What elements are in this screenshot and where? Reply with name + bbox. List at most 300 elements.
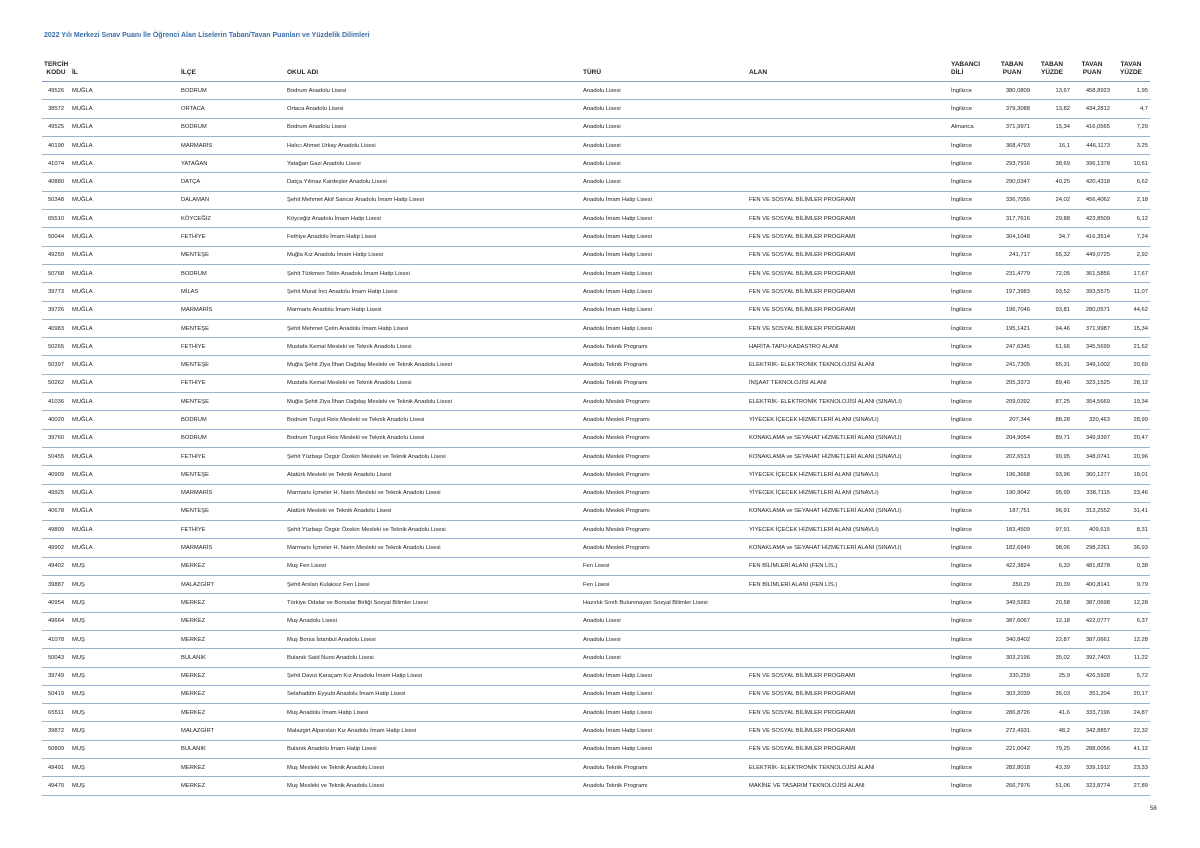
alan-cell: FEN VE SOSYAL BİLİMLER PROGRAMI	[747, 210, 949, 228]
ilce-cell: BODRUM	[179, 429, 285, 447]
alan-cell: FEN VE SOSYAL BİLİMLER PROGRAMI	[747, 283, 949, 301]
taban-puan-cell: 293,7916	[992, 155, 1032, 173]
turu-cell: Anadolu Lisesi	[581, 649, 747, 667]
okul-adi-cell: Selahaddin Eyyubi Anadolu İmam Hatip Lisesi	[285, 685, 581, 703]
turu-cell: Anadolu Teknik Programı	[581, 356, 747, 374]
tavan-yuzde-cell: 41,12	[1112, 740, 1150, 758]
turu-cell: Anadolu Teknik Programı	[581, 777, 747, 795]
taban-puan-cell: 196,7046	[992, 301, 1032, 319]
il-cell: MUĞLA	[70, 411, 179, 429]
table-row	[42, 136, 1150, 154]
tercih-kodu-cell: 40190	[42, 136, 70, 154]
taban-yuzde-cell: 22,87	[1032, 630, 1072, 648]
ilce-cell: MERKEZ	[179, 758, 285, 776]
table-row	[42, 447, 1150, 465]
il-cell: MUĞLA	[70, 502, 179, 520]
document-title: 2022 Yılı Merkezi Sınav Puanı İle Öğrenci Alan Liselerin Taban/Tavan Puanları ve Yüzdelik Dilimleri	[44, 32, 370, 39]
tavan-puan-cell: 371,9987	[1072, 319, 1112, 337]
ilce-cell: FETHİYE	[179, 374, 285, 392]
turu-cell: Anadolu Teknik Programı	[581, 374, 747, 392]
il-cell: MUĞLA	[70, 539, 179, 557]
ilce-cell: BODRUM	[179, 118, 285, 136]
tavan-yuzde-cell: 17,67	[1112, 264, 1150, 282]
table-row	[42, 191, 1150, 209]
yabanci-dili-cell: İngilizce	[949, 685, 992, 703]
tercih-kodu-cell: 49525	[42, 118, 70, 136]
il-cell: MUŞ	[70, 594, 179, 612]
yabanci-dili-cell: İngilizce	[949, 155, 992, 173]
tavan-puan-cell: 342,8857	[1072, 722, 1112, 740]
tavan-puan-cell: 416,0565	[1072, 118, 1112, 136]
tavan-puan-cell: 416,3514	[1072, 228, 1112, 246]
yabanci-dili-cell: İngilizce	[949, 173, 992, 191]
taban-yuzde-cell: 94,46	[1032, 319, 1072, 337]
ilce-cell: FETHİYE	[179, 338, 285, 356]
il-cell: MUĞLA	[70, 374, 179, 392]
ilce-cell: MARMARİS	[179, 136, 285, 154]
tercih-kodu-cell: 38572	[42, 100, 70, 118]
okul-adi-cell: Bulanık Anadolu İmam Hatip Lisesi	[285, 740, 581, 758]
ilce-cell: BODRUM	[179, 411, 285, 429]
taban-puan-cell: 196,3668	[992, 466, 1032, 484]
tavan-yuzde-cell: 1,95	[1112, 82, 1150, 100]
tavan-puan-cell: 333,7196	[1072, 704, 1112, 722]
okul-adi-cell: Şehit Türkmen Tekin Anadolu İmam Hatip Lisesi	[285, 264, 581, 282]
taban-yuzde-cell: 43,39	[1032, 758, 1072, 776]
table-row	[42, 594, 1150, 612]
alan-cell: YİYECEK İÇECEK HİZMETLERİ ALANI (SINAVLI)	[747, 466, 949, 484]
ilce-cell: MENTEŞE	[179, 466, 285, 484]
table-row	[42, 758, 1150, 776]
taban-puan-cell: 241,7305	[992, 356, 1032, 374]
okul-adi-cell: Bodrum Turgut Reis Mesleki ve Teknik Anadolu Lisesi	[285, 429, 581, 447]
yabanci-dili-cell: İngilizce	[949, 356, 992, 374]
turu-cell: Anadolu Lisesi	[581, 155, 747, 173]
tavan-puan-cell: 360,1277	[1072, 466, 1112, 484]
yabanci-dili-cell: İngilizce	[949, 447, 992, 465]
okul-adi-cell: Köyceğiz Anadolu İmam Hatip Lisesi	[285, 210, 581, 228]
tavan-yuzde-cell: 20,17	[1112, 685, 1150, 703]
tavan-puan-cell: 349,9397	[1072, 429, 1112, 447]
tercih-kodu-cell: 49902	[42, 539, 70, 557]
ilce-cell: BULANIK	[179, 740, 285, 758]
turu-cell: Anadolu İmam Hatip Lisesi	[581, 210, 747, 228]
okul-adi-cell: Mustafa Kemal Mesleki ve Teknik Anadolu Lisesi	[285, 374, 581, 392]
yabanci-dili-cell: İngilizce	[949, 374, 992, 392]
ilce-cell: MALAZGİRT	[179, 722, 285, 740]
table-row	[42, 649, 1150, 667]
okul-adi-cell: Şehit Mehmet Çetin Anadolu İmam Hatip Lisesi	[285, 319, 581, 337]
tercih-kodu-cell: 50348	[42, 191, 70, 209]
yabanci-dili-cell: İngilizce	[949, 612, 992, 630]
taban-yuzde-cell: 89,71	[1032, 429, 1072, 447]
alan-cell: FEN VE SOSYAL BİLİMLER PROGRAMI	[747, 740, 949, 758]
table-row	[42, 246, 1150, 264]
turu-cell: Anadolu Lisesi	[581, 118, 747, 136]
taban-puan-cell: 187,751	[992, 502, 1032, 520]
ilce-cell: MERKEZ	[179, 612, 285, 630]
taban-yuzde-cell: 89,46	[1032, 374, 1072, 392]
okul-adi-cell: Şehit Murat İnci Anadolu İmam Hatip Lisesi	[285, 283, 581, 301]
il-cell: MUŞ	[70, 704, 179, 722]
tavan-yuzde-cell: 7,24	[1112, 228, 1150, 246]
yabanci-dili-cell: İngilizce	[949, 429, 992, 447]
alan-cell: FEN VE SOSYAL BİLİMLER PROGRAMI	[747, 264, 949, 282]
il-cell: MUŞ	[70, 576, 179, 594]
tavan-yuzde-cell: 11,07	[1112, 283, 1150, 301]
yabanci-dili-cell: İngilizce	[949, 82, 992, 100]
tavan-puan-cell: 338,7115	[1072, 484, 1112, 502]
ilce-cell: MENTEŞE	[179, 319, 285, 337]
yabanci-dili-cell: İngilizce	[949, 136, 992, 154]
taban-yuzde-cell: 15,34	[1032, 118, 1072, 136]
okul-adi-cell: Malazgirt Alparslan Kız Anadolu İmam Hatip Lisesi	[285, 722, 581, 740]
taban-yuzde-cell: 87,25	[1032, 393, 1072, 411]
taban-puan-cell: 368,4793	[992, 136, 1032, 154]
alan-cell	[747, 118, 949, 136]
taban-puan-cell: 221,0042	[992, 740, 1032, 758]
table-row	[42, 100, 1150, 118]
tercih-kodu-cell: 50419	[42, 685, 70, 703]
ilce-cell: MENTEŞE	[179, 356, 285, 374]
taban-puan-cell: 380,0809	[992, 82, 1032, 100]
ilce-cell: MALAZGİRT	[179, 576, 285, 594]
tavan-yuzde-cell: 28,12	[1112, 374, 1150, 392]
taban-yuzde-cell: 65,32	[1032, 246, 1072, 264]
tavan-puan-cell: 449,0725	[1072, 246, 1112, 264]
alan-cell: FEN VE SOSYAL BİLİMLER PROGRAMI	[747, 667, 949, 685]
il-cell: MUĞLA	[70, 429, 179, 447]
taban-yuzde-cell: 65,31	[1032, 356, 1072, 374]
taban-yuzde-cell: 97,91	[1032, 521, 1072, 539]
tavan-yuzde-cell: 2,92	[1112, 246, 1150, 264]
turu-cell: Anadolu Meslek Programı	[581, 429, 747, 447]
taban-yuzde-cell: 35,02	[1032, 649, 1072, 667]
table-row	[42, 301, 1150, 319]
tavan-puan-cell: 409,615	[1072, 521, 1112, 539]
alan-cell: FEN VE SOSYAL BİLİMLER PROGRAMI	[747, 704, 949, 722]
taban-yuzde-cell: 12,18	[1032, 612, 1072, 630]
okul-adi-cell: Bodrum Anadolu Lisesi	[285, 82, 581, 100]
turu-cell: Anadolu İmam Hatip Lisesi	[581, 191, 747, 209]
alan-cell: FEN VE SOSYAL BİLİMLER PROGRAMI	[747, 246, 949, 264]
tercih-kodu-cell: 39773	[42, 283, 70, 301]
tavan-puan-cell: 426,5928	[1072, 667, 1112, 685]
okul-adi-cell: Şehit Davut Karaçam Kız Anadolu İmam Hatip Lisesi	[285, 667, 581, 685]
alan-cell: İNŞAAT TEKNOLOJİSİ ALANI	[747, 374, 949, 392]
taban-puan-cell: 209,0392	[992, 393, 1032, 411]
tavan-puan-cell: 323,8774	[1072, 777, 1112, 795]
alan-cell	[747, 630, 949, 648]
il-cell: MUĞLA	[70, 521, 179, 539]
tavan-yuzde-cell: 28,99	[1112, 411, 1150, 429]
yabanci-dili-cell: İngilizce	[949, 411, 992, 429]
table-row	[42, 630, 1150, 648]
turu-cell: Fen Lisesi	[581, 576, 747, 594]
taban-puan-cell: 303,2039	[992, 685, 1032, 703]
table-row	[42, 393, 1150, 411]
taban-yuzde-cell: 16,1	[1032, 136, 1072, 154]
ilce-cell: FETHİYE	[179, 228, 285, 246]
schools-table	[42, 53, 1150, 796]
okul-adi-cell: Türkiye Odalar ve Borsalar Birliği Sosyal Bilimler Lisesi	[285, 594, 581, 612]
il-cell: MUĞLA	[70, 356, 179, 374]
okul-adi-cell: Şehit Yüzbaşı Özgür Özekin Mesleki ve Teknik Anadolu Lisesi	[285, 447, 581, 465]
taban-yuzde-cell: 29,88	[1032, 210, 1072, 228]
il-cell: MUĞLA	[70, 338, 179, 356]
tavan-yuzde-cell: 8,31	[1112, 521, 1150, 539]
taban-puan-cell: 195,1421	[992, 319, 1032, 337]
tavan-puan-cell: 458,8923	[1072, 82, 1112, 100]
table-row	[42, 118, 1150, 136]
il-cell: MUĞLA	[70, 228, 179, 246]
okul-adi-cell: Muş Borsa İstanbul Anadolu Lisesi	[285, 630, 581, 648]
okul-adi-cell: Fethiye Anadolu İmam Hatip Lisesi	[285, 228, 581, 246]
ilce-cell: MERKEZ	[179, 685, 285, 703]
alan-cell: FEN BİLİMLERİ ALANI (FEN LİS.)	[747, 557, 949, 575]
turu-cell: Anadolu Lisesi	[581, 136, 747, 154]
tercih-kodu-cell: 49470	[42, 777, 70, 795]
tavan-puan-cell: 348,0741	[1072, 447, 1112, 465]
tavan-yuzde-cell: 11,22	[1112, 649, 1150, 667]
turu-cell: Anadolu Meslek Programı	[581, 539, 747, 557]
tavan-puan-cell: 481,8278	[1072, 557, 1112, 575]
alan-cell: KONAKLAMA ve SEYAHAT HİZMETLERİ ALANI (SINAVLI)	[747, 429, 949, 447]
table-row	[42, 704, 1150, 722]
taban-puan-cell: 317,7616	[992, 210, 1032, 228]
taban-yuzde-cell: 13,67	[1032, 82, 1072, 100]
tavan-yuzde-cell: 19,34	[1112, 393, 1150, 411]
okul-adi-cell: Muş Fen Lisesi	[285, 557, 581, 575]
table-row	[42, 356, 1150, 374]
taban-puan-cell: 183,4509	[992, 521, 1032, 539]
yabanci-dili-cell: İngilizce	[949, 393, 992, 411]
il-cell: MUĞLA	[70, 191, 179, 209]
taban-yuzde-cell: 72,05	[1032, 264, 1072, 282]
tavan-puan-cell: 392,7403	[1072, 649, 1112, 667]
taban-puan-cell: 197,3983	[992, 283, 1032, 301]
turu-cell: Anadolu Lisesi	[581, 173, 747, 191]
taban-yuzde-cell: 96,91	[1032, 502, 1072, 520]
tavan-yuzde-cell: 9,79	[1112, 576, 1150, 594]
okul-adi-cell: Bodrum Anadolu Lisesi	[285, 118, 581, 136]
tercih-kodu-cell: 50768	[42, 264, 70, 282]
tavan-yuzde-cell: 20,47	[1112, 429, 1150, 447]
tavan-yuzde-cell: 5,72	[1112, 667, 1150, 685]
il-cell: MUŞ	[70, 667, 179, 685]
tavan-yuzde-cell: 3,25	[1112, 136, 1150, 154]
yabanci-dili-cell: İngilizce	[949, 191, 992, 209]
alan-cell: FEN VE SOSYAL BİLİMLER PROGRAMI	[747, 191, 949, 209]
table-row	[42, 155, 1150, 173]
alan-cell: ELEKTRİK- ELEKTRONİK TEKNOLOJİSİ ALANI (SINAVLI)	[747, 393, 949, 411]
turu-cell: Anadolu İmam Hatip Lisesi	[581, 685, 747, 703]
turu-cell: Anadolu Lisesi	[581, 82, 747, 100]
okul-adi-cell: Marmaris İçmeler H. Narin Mesleki ve Teknik Anadolu Lisesi	[285, 484, 581, 502]
tavan-puan-cell: 456,4062	[1072, 191, 1112, 209]
alan-cell: YİYECEK İÇECEK HİZMETLERİ ALANI (SINAVLI)	[747, 411, 949, 429]
taban-puan-cell: 272,4931	[992, 722, 1032, 740]
yabanci-dili-cell: İngilizce	[949, 667, 992, 685]
okul-adi-cell: Muğla Şehit Ziya İlhan Dağdaş Mesleki ve Teknik Anadolu Lisesi	[285, 356, 581, 374]
ilce-cell: MARMARİS	[179, 539, 285, 557]
tercih-kodu-cell: 40983	[42, 319, 70, 337]
ilce-cell: DALAMAN	[179, 191, 285, 209]
yabanci-dili-cell: Almanca	[949, 118, 992, 136]
taban-puan-cell: 330,259	[992, 667, 1032, 685]
ilce-cell: MARMARİS	[179, 301, 285, 319]
tercih-kodu-cell: 39887	[42, 576, 70, 594]
yabanci-dili-cell: İngilizce	[949, 301, 992, 319]
okul-adi-cell: Şehit Arslan Kulaksız Fen Lisesi	[285, 576, 581, 594]
tavan-yuzde-cell: 31,41	[1112, 502, 1150, 520]
tavan-yuzde-cell: 36,93	[1112, 539, 1150, 557]
yabanci-dili-cell: İngilizce	[949, 576, 992, 594]
tercih-kodu-cell: 39749	[42, 667, 70, 685]
taban-puan-cell: 379,3088	[992, 100, 1032, 118]
ilce-cell: MERKEZ	[179, 777, 285, 795]
alan-cell	[747, 155, 949, 173]
ilce-cell: ORTACA	[179, 100, 285, 118]
alan-cell: KONAKLAMA ve SEYAHAT HİZMETLERİ ALANI (SINAVLI)	[747, 502, 949, 520]
alan-cell	[747, 612, 949, 630]
yabanci-dili-cell: İngilizce	[949, 539, 992, 557]
tavan-yuzde-cell: 27,89	[1112, 777, 1150, 795]
tercih-kodu-cell: 40020	[42, 411, 70, 429]
alan-cell: FEN VE SOSYAL BİLİMLER PROGRAMI	[747, 319, 949, 337]
table-row	[42, 429, 1150, 447]
taban-puan-cell: 286,8726	[992, 704, 1032, 722]
taban-puan-cell: 207,344	[992, 411, 1032, 429]
header-taban-yuzde: TABAN YÜZDE	[1032, 53, 1072, 82]
il-cell: MUŞ	[70, 740, 179, 758]
turu-cell: Anadolu Meslek Programı	[581, 447, 747, 465]
tercih-kodu-cell: 50262	[42, 374, 70, 392]
table-body	[42, 82, 1150, 796]
il-cell: MUĞLA	[70, 264, 179, 282]
okul-adi-cell: Marmaris İçmeler H. Narin Mesleki ve Teknik Anadolu Lisesi	[285, 539, 581, 557]
alan-cell: FEN VE SOSYAL BİLİMLER PROGRAMI	[747, 228, 949, 246]
ilce-cell: MİLAS	[179, 283, 285, 301]
tavan-puan-cell: 423,8509	[1072, 210, 1112, 228]
page-number: 58	[1150, 806, 1157, 812]
ilce-cell: MENTEŞE	[179, 502, 285, 520]
yabanci-dili-cell: İngilizce	[949, 740, 992, 758]
table-row	[42, 740, 1150, 758]
okul-adi-cell: Muğla Kız Anadolu İmam Hatip Lisesi	[285, 246, 581, 264]
table-row	[42, 667, 1150, 685]
ilce-cell: FETHİYE	[179, 521, 285, 539]
turu-cell: Anadolu İmam Hatip Lisesi	[581, 740, 747, 758]
turu-cell: Anadolu Meslek Programı	[581, 502, 747, 520]
tercih-kodu-cell: 50455	[42, 447, 70, 465]
tavan-yuzde-cell: 6,12	[1112, 210, 1150, 228]
taban-yuzde-cell: 61,66	[1032, 338, 1072, 356]
turu-cell: Hazırlık Sınıfı Bulunmayan Sosyal Bilimler Lisesi	[581, 594, 747, 612]
table-row	[42, 539, 1150, 557]
yabanci-dili-cell: İngilizce	[949, 521, 992, 539]
yabanci-dili-cell: İngilizce	[949, 264, 992, 282]
turu-cell: Fen Lisesi	[581, 557, 747, 575]
tavan-yuzde-cell: 22,32	[1112, 722, 1150, 740]
ilce-cell: MERKEZ	[179, 667, 285, 685]
tercih-kodu-cell: 39726	[42, 301, 70, 319]
yabanci-dili-cell: İngilizce	[949, 777, 992, 795]
yabanci-dili-cell: İngilizce	[949, 228, 992, 246]
tavan-yuzde-cell: 21,62	[1112, 338, 1150, 356]
yabanci-dili-cell: İngilizce	[949, 283, 992, 301]
tavan-puan-cell: 351,204	[1072, 685, 1112, 703]
yabanci-dili-cell: İngilizce	[949, 758, 992, 776]
tavan-yuzde-cell: 23,33	[1112, 758, 1150, 776]
tercih-kodu-cell: 39872	[42, 722, 70, 740]
il-cell: MUĞLA	[70, 246, 179, 264]
table-row	[42, 722, 1150, 740]
tavan-puan-cell: 400,8141	[1072, 576, 1112, 594]
tavan-yuzde-cell: 44,62	[1112, 301, 1150, 319]
header-tavan-puan: TAVAN PUAN	[1072, 53, 1112, 82]
okul-adi-cell: Şehit Yüzbaşı Özgür Özekin Mesleki ve Teknik Anadolu Lisesi	[285, 521, 581, 539]
taban-yuzde-cell: 40,25	[1032, 173, 1072, 191]
yabanci-dili-cell: İngilizce	[949, 210, 992, 228]
tercih-kodu-cell: 49402	[42, 557, 70, 575]
tercih-kodu-cell: 50044	[42, 228, 70, 246]
alan-cell	[747, 100, 949, 118]
tavan-puan-cell: 298,2261	[1072, 539, 1112, 557]
table-row	[42, 374, 1150, 392]
tercih-kodu-cell: 39760	[42, 429, 70, 447]
tavan-yuzde-cell: 6,37	[1112, 612, 1150, 630]
tavan-puan-cell: 446,1173	[1072, 136, 1112, 154]
tercih-kodu-cell: 49491	[42, 758, 70, 776]
okul-adi-cell: Bulanık Said Nursi Anadolu Lisesi	[285, 649, 581, 667]
ilce-cell: DATÇA	[179, 173, 285, 191]
tavan-puan-cell: 387,0698	[1072, 594, 1112, 612]
ilce-cell: BODRUM	[179, 264, 285, 282]
il-cell: MUŞ	[70, 777, 179, 795]
il-cell: MUĞLA	[70, 82, 179, 100]
il-cell: MUĞLA	[70, 283, 179, 301]
alan-cell: FEN VE SOSYAL BİLİMLER PROGRAMI	[747, 685, 949, 703]
tavan-puan-cell: 288,0056	[1072, 740, 1112, 758]
il-cell: MUŞ	[70, 649, 179, 667]
alan-cell	[747, 173, 949, 191]
alan-cell: HARİTA-TAPU-KADASTRO ALANI	[747, 338, 949, 356]
tavan-yuzde-cell: 24,87	[1112, 704, 1150, 722]
ilce-cell: MERKEZ	[179, 630, 285, 648]
yabanci-dili-cell: İngilizce	[949, 319, 992, 337]
turu-cell: Anadolu Lisesi	[581, 100, 747, 118]
il-cell: MUĞLA	[70, 155, 179, 173]
okul-adi-cell: Ortaca Anadolu Lisesi	[285, 100, 581, 118]
il-cell: MUĞLA	[70, 173, 179, 191]
tavan-yuzde-cell: 15,34	[1112, 319, 1150, 337]
yabanci-dili-cell: İngilizce	[949, 557, 992, 575]
table-row	[42, 338, 1150, 356]
table-row	[42, 173, 1150, 191]
il-cell: MUĞLA	[70, 100, 179, 118]
il-cell: MUĞLA	[70, 136, 179, 154]
tercih-kodu-cell: 49526	[42, 82, 70, 100]
tavan-yuzde-cell: 20,69	[1112, 356, 1150, 374]
okul-adi-cell: Muş Anadolu İmam Hatip Lisesi	[285, 704, 581, 722]
taban-yuzde-cell: 13,82	[1032, 100, 1072, 118]
alan-cell	[747, 649, 949, 667]
tercih-kodu-cell: 40880	[42, 173, 70, 191]
yabanci-dili-cell: İngilizce	[949, 722, 992, 740]
ilce-cell: MENTEŞE	[179, 246, 285, 264]
turu-cell: Anadolu Lisesi	[581, 612, 747, 630]
